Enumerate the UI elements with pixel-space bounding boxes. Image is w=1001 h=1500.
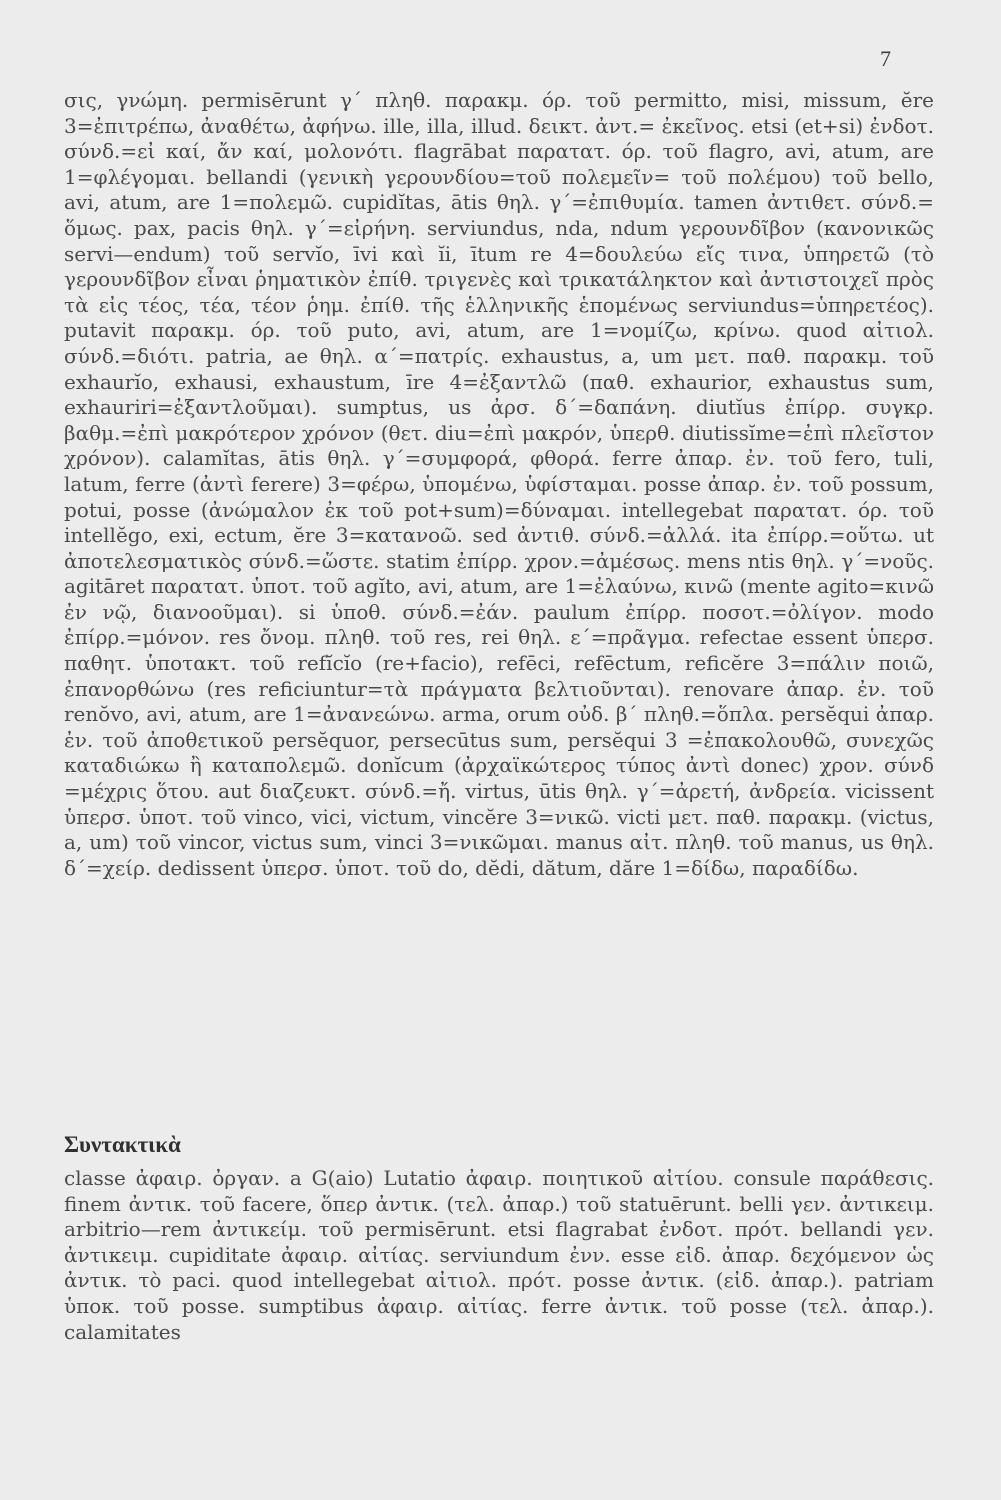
vocabulary-notes (64, 88, 934, 881)
vocabulary-paragraph: σις, γνώμη. permisērunt γ΄ πληθ. παρακμ. όρ. τοῦ permitto, misi, missum, ĕre 3=ἐπιτρέπω, ἀναθέτω, ἀφήνω. ille, illa, illud. δεικτ. ἀντ.= ἐκεῖνος. etsi (et+si) ἐνδοτ. σύνδ.=εἰ καί, ἄν καί, μολονότι. flagrābat παρατατ. όρ. τοῦ flagro, avi, atum, are 1=φλέγομαι. bellandi (γενικὴ γερουνδίου=τοῦ πολεμεῖν= τοῦ πολέμου) τοῦ bello, avi, atum, are 1=πολεμῶ. cupidĭtas, ātis θηλ. γ΄=ἐπιθυμία. tamen ἀντιθετ. σύνδ.= ὅμως. pax, pacis θηλ. γ΄=εἰρήνη. serviundus, nda, ndum γερουνδῖβον (κανονικῶς servi—endum) τοῦ servĭo, īvi καὶ ĭi, ītum re 4=δουλεύω εἴς τινα, ὑπηρετῶ (τὸ γερουνδῖβον εἶναι ῥηματικὸν ἐπίθ. τριγενὲς καὶ τρικατάληκτον καὶ ἀντιστοιχεῖ πρὸς τὰ εἰς τέος, τέα, τέον ῥημ. ἐπίθ. τῆς ἑλληνικῆς ἑπομένως serviundus=ὑπηρετέος). putavit παρακμ. όρ. τοῦ puto, avi, atum, are 1=νομίζω, κρίνω. quod αἰτιολ. σύνδ.=διότι. patria, ae θηλ. α΄=πατρίς. exhaustus, a, um μετ. παθ. παρακμ. τοῦ exhaurĭo, exhausi, exhaustum, īre 4=ἐξαντλῶ (παθ. exhaurior, exhaustus sum, exhauriri=ἐξαντλοῦμαι). sumptus, us ἀρσ. δ΄=δαπάνη. diutĭus ἐπίρρ. συγκρ. βαθμ.=ἐπὶ μακρότερον χρόνον (θετ. diu=ἐπὶ μακρόν, ὑπερθ. diutissĭme=ἐπὶ πλεῖστον χρόνον). calamĭtas, ātis θηλ. γ΄=συμφορά, φθορά. ferre ἀπαρ. ἐν. τοῦ fero, tuli, latum, ferre (ἀντὶ ferere) 3=φέρω, ὑπομένω, ὑφίσταμαι. posse ἀπαρ. ἐν. τοῦ possum, potui, posse (ἀνώμαλον ἐκ τοῦ pot+sum)=δύναμαι. intellegebat παρατατ. όρ. τοῦ intellĕgo, exi, ectum, ĕre 3=κατανοῶ. sed ἀντιθ. σύνδ.=ἀλλά. ita ἐπίρρ.=οὕτω. ut ἀποτελεσματικὸς σύνδ.=ὥστε. statim ἐπίρρ. χρον.=ἀμέσως. mens ntis θηλ. γ΄=νοῦς. agitāret παρατατ. ὑποτ. τοῦ agĭto, avi, atum, are 1=ἐλαύνω, κινῶ (mente agito=κινῶ ἐν νῷ, διανοοῦμαι). si ὑποθ. σύνδ.=ἐάν. paulum ἐπίρρ. ποσοτ.=ὀλίγον. modo ἐπίρρ.=μόνον. res ὄνομ. πληθ. τοῦ res, rei θηλ. ε΄=πρᾶγμα. refectae essent ὑπερσ. παθητ. ὑποτακτ. τοῦ refĭcĭo (re+facio), refēci, refēctum, reficĕre 3=πάλιν ποιῶ, ἐπανορθώνω (res reficiuntur=τὰ πράγματα βελτιοῦνται). renovare ἀπαρ. ἐν. τοῦ renŏvo, avi, atum, are 1=ἀνανεώνω. arma, orum οὐδ. β΄ πληθ.=ὅπλα. persĕqui ἀπαρ. ἐν. τοῦ ἀποθετικοῦ persĕquor, persecūtus sum, persĕqui 3 =ἐπακολουθῶ, συνεχῶς καταδιώκω ἢ καταπολεμῶ. donĭcum (ἀρχαϊκώτερος τύπος ἀντὶ donec) χρον. σύνδ =μέχρις ὅτου. aut διαζευκτ. σύνδ.=ἤ. virtus, ūtis θηλ. γ΄=ἀρετή, ἀνδρεία. vicissent ὑπερσ. ὑποτ. τοῦ vinco, vici, victum, vincĕre 3=νικῶ. victi μετ. παθ. παρακμ. (victus, a, um) τοῦ vincor, victus sum, vinci 3=νικῶμαι. manus αἰτ. πληθ. τοῦ manus, us θηλ. δ΄=χείρ. dedissent ὑπερσ. ὑποτ. τοῦ do, dĕdi, dătum, dăre 1=δίδω, παραδίδω. (64, 88, 934, 880)
syntax-paragraph: classe ἀφαιρ. ὀργαν. a G(aio) Lutatio ἀφαιρ. ποιητικοῦ αἰτίου. consule παράθεσις. finem ἀντικ. τοῦ facere, ὅπερ ἀντικ. (τελ. ἀπαρ.) τοῦ statuērunt. belli γεν. ἀντικειμ. arbitrio—rem ἀντικείμ. τοῦ permisērunt. etsi flagrabat ἐνδοτ. πρότ. bellandi γεν. ἀντικειμ. cupiditate ἀφαιρ. αἰτίας. serviundum ἐνν. esse εἰδ. ἀπαρ. δεχόμενον ὡς ἀντικ. τὸ paci. quod intellegebat αἰτιολ. πρότ. posse ἀντικ. (εἰδ. ἀπαρ.). patriam ὑποκ. τοῦ posse. sumptibus ἀφαιρ. αἰτίας. ferre ἀντικ. τοῦ posse (τελ. ἀπαρ.). calamitates (64, 1166, 934, 1344)
syntax-notes (64, 1166, 934, 1345)
page-number: 7 (880, 46, 891, 71)
section-heading-syntax: Συντακτικὰ (64, 1132, 181, 1157)
